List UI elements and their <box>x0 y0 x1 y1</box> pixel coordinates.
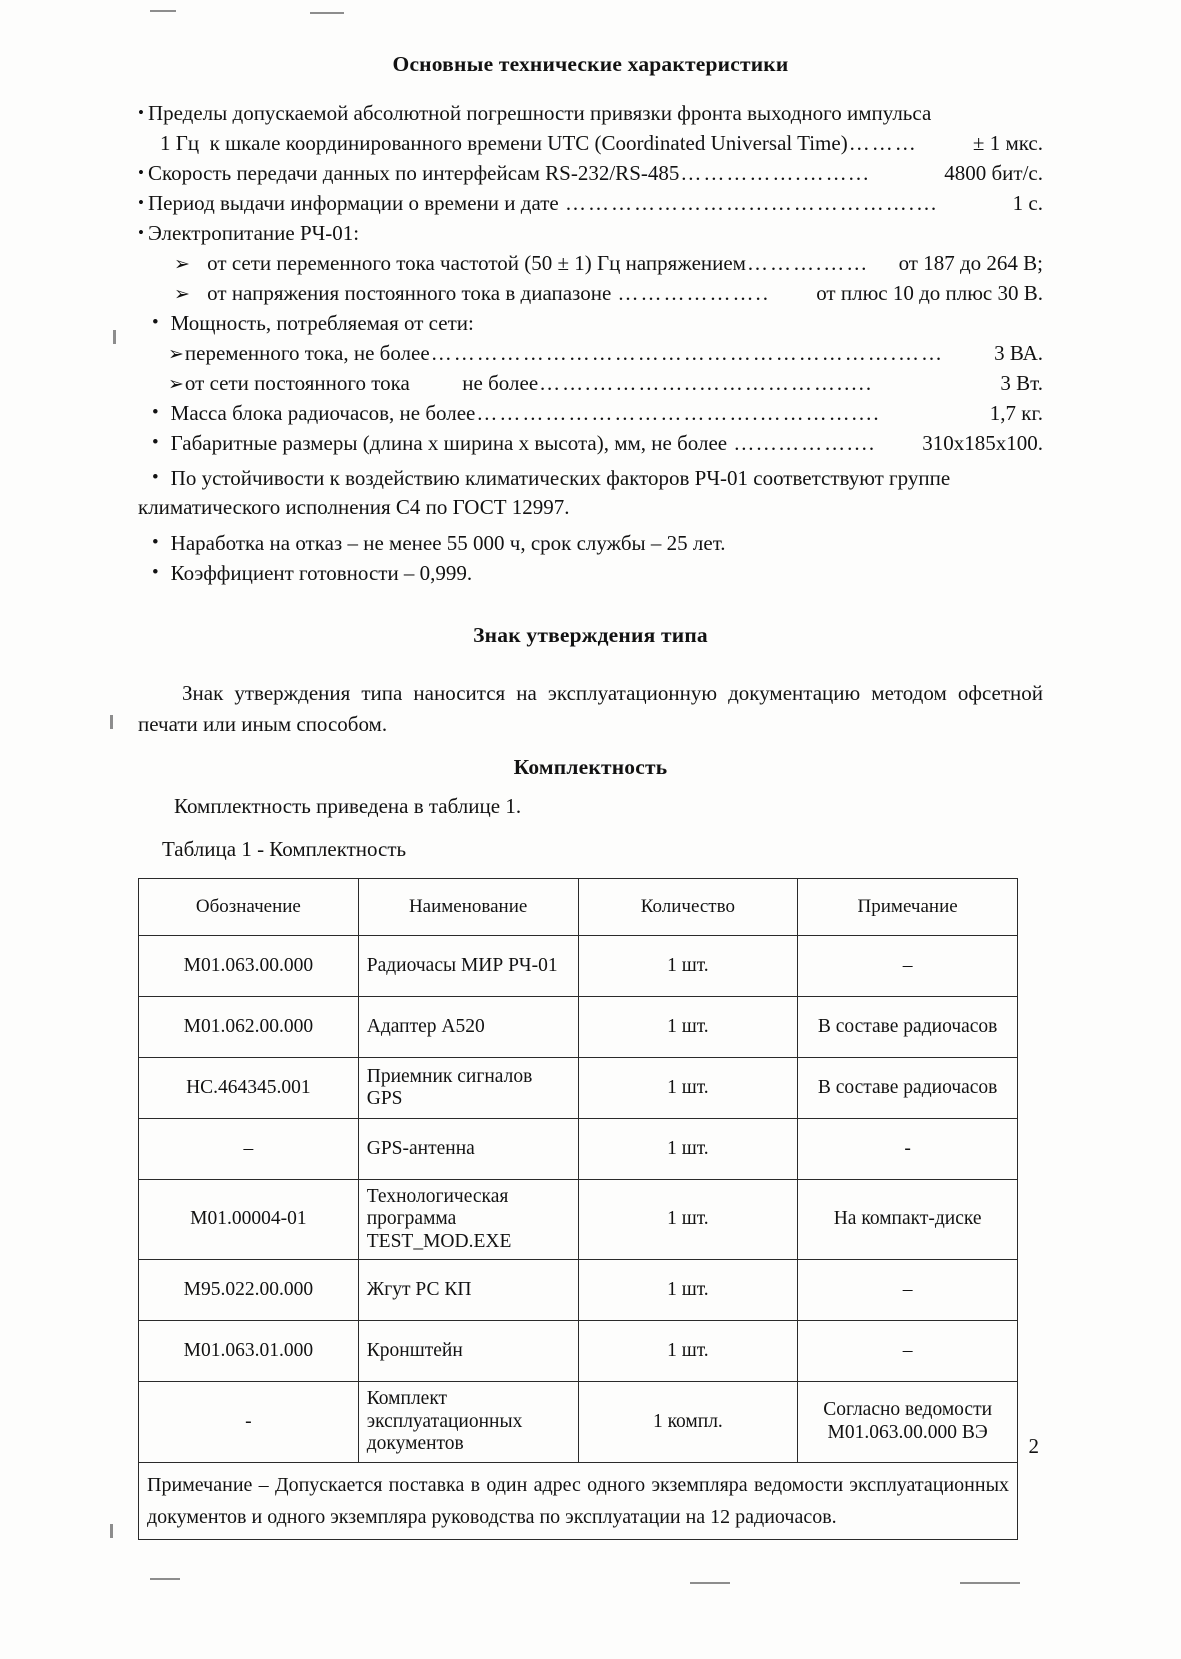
scan-artifact <box>960 1582 1020 1584</box>
cell-name: GPS-антенна <box>358 1119 578 1180</box>
cell-quantity: 1 шт. <box>578 1321 798 1382</box>
cell-quantity: 1 шт. <box>578 1260 798 1321</box>
arrow-bullet-icon: ➢ <box>174 254 190 275</box>
cell-designation: М95.022.00.000 <box>139 1260 359 1321</box>
dot-leader: ……… <box>848 133 918 154</box>
bullet-icon: • <box>152 531 159 553</box>
spec-text <box>148 163 1043 184</box>
cell-quantity: 1 шт. <box>578 1119 798 1180</box>
consumption-item <box>138 373 1043 394</box>
spec-value: 310х185х100. <box>917 431 1043 455</box>
spec-item <box>138 103 1043 124</box>
cell-name: Кронштейн <box>358 1321 578 1382</box>
spec-value: 4800 бит/с. <box>938 161 1043 185</box>
kit-table <box>138 878 1018 1540</box>
table-row <box>139 997 1018 1058</box>
arrow-bullet-icon: ➢ <box>168 344 184 365</box>
dot-leader: …...……….... <box>733 433 877 454</box>
cell-designation: НС.464345.001 <box>139 1058 359 1119</box>
bullet-icon: • <box>152 432 159 453</box>
cell-designation: М01.063.00.000 <box>139 936 359 997</box>
scan-artifact <box>310 12 344 14</box>
cell-note: - <box>798 1119 1018 1180</box>
spec-label: Период выдачи информации о времени и дате <box>147 191 564 215</box>
spec-value: ± 1 мкс. <box>972 131 1043 155</box>
bullet-icon: • <box>138 223 144 242</box>
dot-leader: ……….…… <box>746 253 870 274</box>
power-supply-item <box>138 283 1043 304</box>
arrow-bullet-icon: ➢ <box>168 374 184 395</box>
cell-designation: М01.062.00.000 <box>139 997 359 1058</box>
table-row <box>139 1382 1018 1462</box>
cell-designation: – <box>139 1119 359 1180</box>
spec-text: Коэффициент готовности – 0,999. <box>170 560 473 585</box>
cell-note-line2: М01.063.00.000 ВЭ <box>827 1421 988 1443</box>
cell-note: – <box>798 1321 1018 1382</box>
bullet-icon: • <box>138 193 144 212</box>
spec-value: 1,7 кг. <box>989 401 1043 425</box>
dot-leader: ……………….. <box>617 283 771 304</box>
cell-name <box>358 1382 578 1462</box>
cell-name-line1: Технологическая программа <box>366 1186 509 1230</box>
spec-label: 1 Гц к шкале координированного времени UTC (Coordinated Universal Time) <box>160 131 848 155</box>
spec-text: Наработка на отказ – не менее 55 000 ч, срок службы – 25 лет. <box>170 530 726 555</box>
bullet-icon: • <box>138 163 144 182</box>
table-header-row <box>139 879 1018 936</box>
cell-note: На компакт-диске <box>798 1180 1018 1260</box>
bullet-icon: • <box>152 402 159 423</box>
power-supply-item <box>138 253 1043 274</box>
cell-quantity: 1 шт. <box>578 997 798 1058</box>
kit-intro-text: Комплектность приведена в таблице 1. <box>174 793 522 818</box>
cell-quantity: 1 компл. <box>578 1382 798 1462</box>
cell-note <box>798 1382 1018 1462</box>
scan-artifact <box>110 715 113 729</box>
cell-quantity: 1 шт. <box>578 1058 798 1119</box>
dot-leader: …………………………………………………….…… <box>430 343 944 364</box>
bullet-icon: • <box>152 561 159 583</box>
column-header-name: Наименование <box>358 879 578 936</box>
spec-value: от плюс 10 до плюс 30 В. <box>816 281 1043 305</box>
arrow-bullet-icon: ➢ <box>174 284 190 305</box>
table-row <box>139 1321 1018 1382</box>
spec-label: переменного тока, не более <box>184 341 430 365</box>
climate-text-line1: По устойчивости к воздействию климатических факторов РЧ-01 соответствуют группе <box>170 466 951 490</box>
spec-item-continuation <box>138 133 1043 154</box>
spec-label: от напряжения постоянного тока в диапазоне <box>201 281 617 305</box>
scan-artifact <box>150 10 176 12</box>
table-row <box>139 1119 1018 1180</box>
cell-name-line1: Комплект эксплуатационных <box>366 1388 523 1432</box>
cell-designation: М01.063.01.000 <box>139 1321 359 1382</box>
scan-artifact <box>150 1578 180 1580</box>
cell-designation: - <box>139 1382 359 1462</box>
consumption-text <box>185 343 1043 364</box>
power-supply-label: Электропитание РЧ-01: <box>147 221 360 245</box>
spec-text <box>171 433 1043 454</box>
cell-note: – <box>798 1260 1018 1321</box>
consumption-label: Мощность, потребляемая от сети: <box>170 311 474 335</box>
table-footnote: Примечание – Допускается поставка в один адрес одного экземпляра ведомости эксплуатационных документов и одного экземпляра руководства по эксплуатации на 12 радиочасов. <box>139 1462 1018 1539</box>
climate-text-line2: климатического исполнения С4 по ГОСТ 12997. <box>138 495 570 520</box>
spec-label: Скорость передачи данных по интерфейсам RS-232/RS-485 <box>147 161 680 185</box>
spec-item <box>138 163 1043 184</box>
table-row <box>139 1260 1018 1321</box>
column-header-quantity: Количество <box>578 879 798 936</box>
cell-name: Адаптер А520 <box>358 997 578 1058</box>
scan-artifact <box>690 1582 730 1584</box>
dot-leader: …………….……... <box>680 163 871 184</box>
power-supply-group-title <box>138 223 1043 244</box>
cell-designation: М01.00004-01 <box>139 1180 359 1260</box>
section-heading-type-mark: Знак утверждения типа <box>473 622 708 647</box>
cell-name: Приемник сигналов GPS <box>358 1058 578 1119</box>
cell-note: – <box>798 936 1018 997</box>
cell-name: Радиочасы МИР РЧ-01 <box>358 936 578 997</box>
column-header-note: Примечание <box>798 879 1018 936</box>
dot-leader: ……………………...……………….… <box>564 193 939 214</box>
cell-name: Жгут РС КП <box>358 1260 578 1321</box>
spec-value: 1 с. <box>1007 191 1043 215</box>
spec-item <box>138 530 1043 555</box>
bullet-icon: • <box>152 312 159 333</box>
dot-leader: …….…………..………………..... <box>539 373 874 394</box>
dot-leader: ……………………………….………….... <box>476 403 881 424</box>
climate-spec <box>138 463 1043 493</box>
cell-name-line2: документов <box>366 1433 464 1455</box>
table-footnote-row <box>139 1462 1018 1539</box>
page-number: 2 <box>1028 1434 1039 1458</box>
spec-item <box>138 193 1043 214</box>
table-row <box>139 1058 1018 1119</box>
cell-name <box>358 1180 578 1260</box>
page-title: Основные технические характеристики <box>392 52 789 76</box>
cell-quantity: 1 шт. <box>578 936 798 997</box>
spec-label: от сети переменного тока частотой (50 ± 1) Гц напряжением <box>201 251 746 275</box>
spec-item <box>138 403 1043 424</box>
spec-text <box>148 193 1043 214</box>
table-caption: Таблица 1 - Комплектность <box>162 836 407 861</box>
consumption-text <box>185 373 1043 394</box>
section-heading-kit: Комплектность <box>513 754 668 779</box>
cell-note-line1: Согласно ведомости <box>823 1399 993 1421</box>
spec-label: Масса блока радиочасов, не более <box>170 401 476 425</box>
cell-note: В составе радиочасов <box>798 1058 1018 1119</box>
spec-value: 3 Вт. <box>995 371 1043 395</box>
spec-item <box>138 560 1043 585</box>
spec-value: от 187 до 264 В; <box>898 251 1043 275</box>
power-supply-text <box>202 283 1043 304</box>
spec-label: Габаритные размеры (длина х ширина х высота), мм, не более <box>170 431 733 455</box>
bullet-icon: • <box>152 467 159 488</box>
spec-text <box>171 403 1043 424</box>
cell-note: В составе радиочасов <box>798 997 1018 1058</box>
table-row <box>139 1180 1018 1260</box>
table-row <box>139 936 1018 997</box>
type-mark-paragraph: Знак утверждения типа наносится на эксплуатационную документацию методом офсетной печати или иным способом. <box>138 680 1043 737</box>
scan-artifact <box>110 1524 113 1538</box>
scan-artifact <box>113 330 116 344</box>
spec-text: Пределы допускаемой абсолютной погрешности привязки фронта выходного импульса <box>147 101 932 125</box>
column-header-designation: Обозначение <box>139 879 359 936</box>
spec-label: от сети постоянного тока не более <box>184 371 539 395</box>
document-content <box>138 52 1043 1540</box>
cell-quantity: 1 шт. <box>578 1180 798 1260</box>
spec-value: 3 ВА. <box>988 341 1043 365</box>
power-supply-text <box>202 253 1043 274</box>
consumption-group-title <box>138 313 1043 334</box>
spec-item <box>138 433 1043 454</box>
consumption-item <box>138 343 1043 364</box>
cell-name-line2: TEST_MOD.EXE <box>366 1230 512 1252</box>
bullet-icon: • <box>138 103 144 122</box>
